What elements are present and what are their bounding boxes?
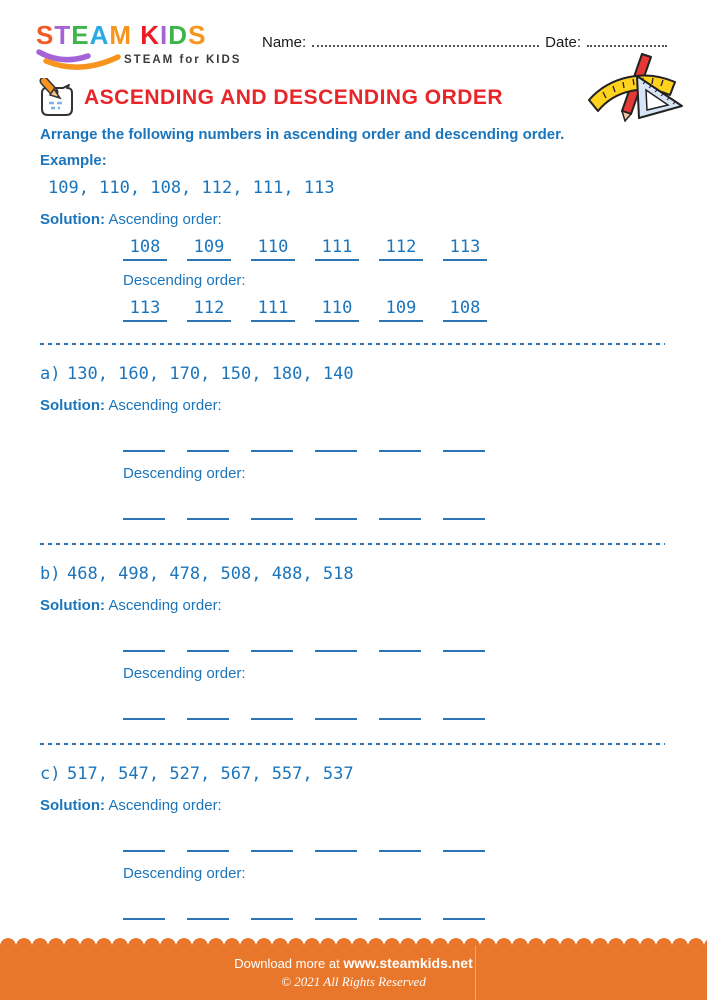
logo-wordmark: STEAM KIDS (36, 20, 207, 50)
footer-divider (475, 946, 476, 1000)
answer-blank[interactable] (123, 906, 165, 920)
solution-row (40, 397, 665, 414)
answer-blank[interactable] (315, 638, 357, 652)
answer-blank[interactable] (379, 838, 421, 852)
answer-blank[interactable] (379, 706, 421, 720)
ascending-answer-blanks (40, 438, 665, 454)
ascending-label: Ascending order: (108, 211, 222, 228)
example-descending-answers (40, 298, 665, 322)
answer-blank[interactable] (379, 438, 421, 452)
date-input-line[interactable] (587, 37, 667, 47)
section-divider (40, 543, 665, 545)
instruction-text: Arrange the following numbers in ascending order and descending order. (40, 126, 565, 143)
worksheet-content (0, 126, 707, 922)
answer-blank[interactable] (187, 706, 229, 720)
title-row (38, 78, 667, 118)
problem-a (40, 364, 665, 522)
answer-blank[interactable] (187, 838, 229, 852)
solution-row (40, 597, 665, 614)
answer-blank[interactable] (251, 638, 293, 652)
example-answer: 108 (123, 237, 167, 261)
ruler-set-square-icon (585, 52, 685, 122)
logo-subtitle: STEAM for KIDS (124, 54, 242, 66)
descending-label: Descending order: (123, 665, 246, 682)
answer-blank[interactable] (315, 906, 357, 920)
answer-blank[interactable] (443, 706, 485, 720)
ascending-answer-blanks (40, 838, 665, 854)
name-label: Name: (262, 34, 307, 51)
solution-row (40, 797, 665, 814)
answer-blank[interactable] (123, 706, 165, 720)
example-answer: 112 (187, 298, 231, 322)
ascending-answer-blanks (40, 638, 665, 654)
problem-label: c) (40, 764, 61, 784)
problem-numbers-row (40, 764, 665, 784)
problem-numbers: 517, 547, 527, 567, 557, 537 (67, 764, 354, 784)
problem-numbers: 468, 498, 478, 508, 488, 518 (67, 564, 354, 584)
section-divider (40, 743, 665, 745)
steam-kids-logo (36, 22, 248, 66)
problem-b (40, 564, 665, 722)
descending-label: Descending order: (123, 465, 246, 482)
ascending-label: Ascending order: (108, 597, 222, 614)
pencil-paper-icon (38, 78, 76, 118)
date-label: Date: (545, 34, 581, 51)
logo-swoosh-icon (36, 48, 122, 70)
answer-blank[interactable] (443, 506, 485, 520)
solution-label: Solution: (40, 397, 105, 414)
descending-answer-blanks (40, 706, 665, 722)
example-answer: 113 (123, 298, 167, 322)
answer-blank[interactable] (443, 638, 485, 652)
answer-blank[interactable] (443, 906, 485, 920)
answer-blank[interactable] (379, 506, 421, 520)
example-ascending-answers (40, 237, 665, 261)
solution-label: Solution: (40, 797, 105, 814)
example-answer: 108 (443, 298, 487, 322)
answer-blank[interactable] (315, 838, 357, 852)
descending-label: Descending order: (123, 272, 246, 289)
footer-scallop-edge (0, 938, 707, 946)
answer-blank[interactable] (251, 838, 293, 852)
problem-label: a) (40, 364, 61, 384)
answer-blank[interactable] (187, 506, 229, 520)
footer (0, 946, 707, 1000)
example-answer: 110 (315, 298, 359, 322)
descending-label: Descending order: (123, 865, 246, 882)
answer-blank[interactable] (315, 438, 357, 452)
answer-blank[interactable] (379, 906, 421, 920)
descending-answer-blanks (40, 506, 665, 522)
example-numbers: 109, 110, 108, 112, 111, 113 (48, 178, 335, 198)
problem-label: b) (40, 564, 61, 584)
ascending-label: Ascending order: (108, 797, 222, 814)
example-label: Example: (40, 152, 107, 169)
answer-blank[interactable] (123, 506, 165, 520)
answer-blank[interactable] (251, 506, 293, 520)
example-answer: 109 (379, 298, 423, 322)
problem-c (40, 764, 665, 922)
example-answer: 109 (187, 237, 231, 261)
answer-blank[interactable] (187, 906, 229, 920)
answer-blank[interactable] (315, 706, 357, 720)
footer-copyright: © 2021 All Rights Reserved (281, 974, 426, 989)
answer-blank[interactable] (251, 906, 293, 920)
answer-blank[interactable] (187, 438, 229, 452)
page-title: ASCENDING AND DESCENDING ORDER (84, 86, 504, 109)
answer-blank[interactable] (123, 438, 165, 452)
name-input-line[interactable] (312, 37, 539, 47)
footer-download-line (0, 955, 707, 971)
answer-blank[interactable] (443, 838, 485, 852)
section-divider (40, 343, 665, 345)
example-solution-row (40, 211, 665, 228)
descending-answer-blanks (40, 906, 665, 922)
example-answer: 110 (251, 237, 295, 261)
answer-blank[interactable] (315, 506, 357, 520)
answer-blank[interactable] (123, 638, 165, 652)
problem-numbers-row (40, 364, 665, 384)
solution-label: Solution: (40, 211, 105, 228)
answer-blank[interactable] (123, 838, 165, 852)
example-answer: 113 (443, 237, 487, 261)
answer-blank[interactable] (443, 438, 485, 452)
example-answer: 111 (315, 237, 359, 261)
answer-blank[interactable] (251, 438, 293, 452)
ascending-label: Ascending order: (108, 397, 222, 414)
answer-blank[interactable] (251, 706, 293, 720)
footer-download-prefix: Download more at (234, 956, 344, 971)
example-answer: 112 (379, 237, 423, 261)
example-answer: 111 (251, 298, 295, 322)
solution-label: Solution: (40, 597, 105, 614)
problem-numbers: 130, 160, 170, 150, 180, 140 (67, 364, 354, 384)
answer-blank[interactable] (379, 638, 421, 652)
footer-site-link[interactable]: www.steamkids.net (343, 955, 473, 971)
problem-numbers-row (40, 564, 665, 584)
answer-blank[interactable] (187, 638, 229, 652)
